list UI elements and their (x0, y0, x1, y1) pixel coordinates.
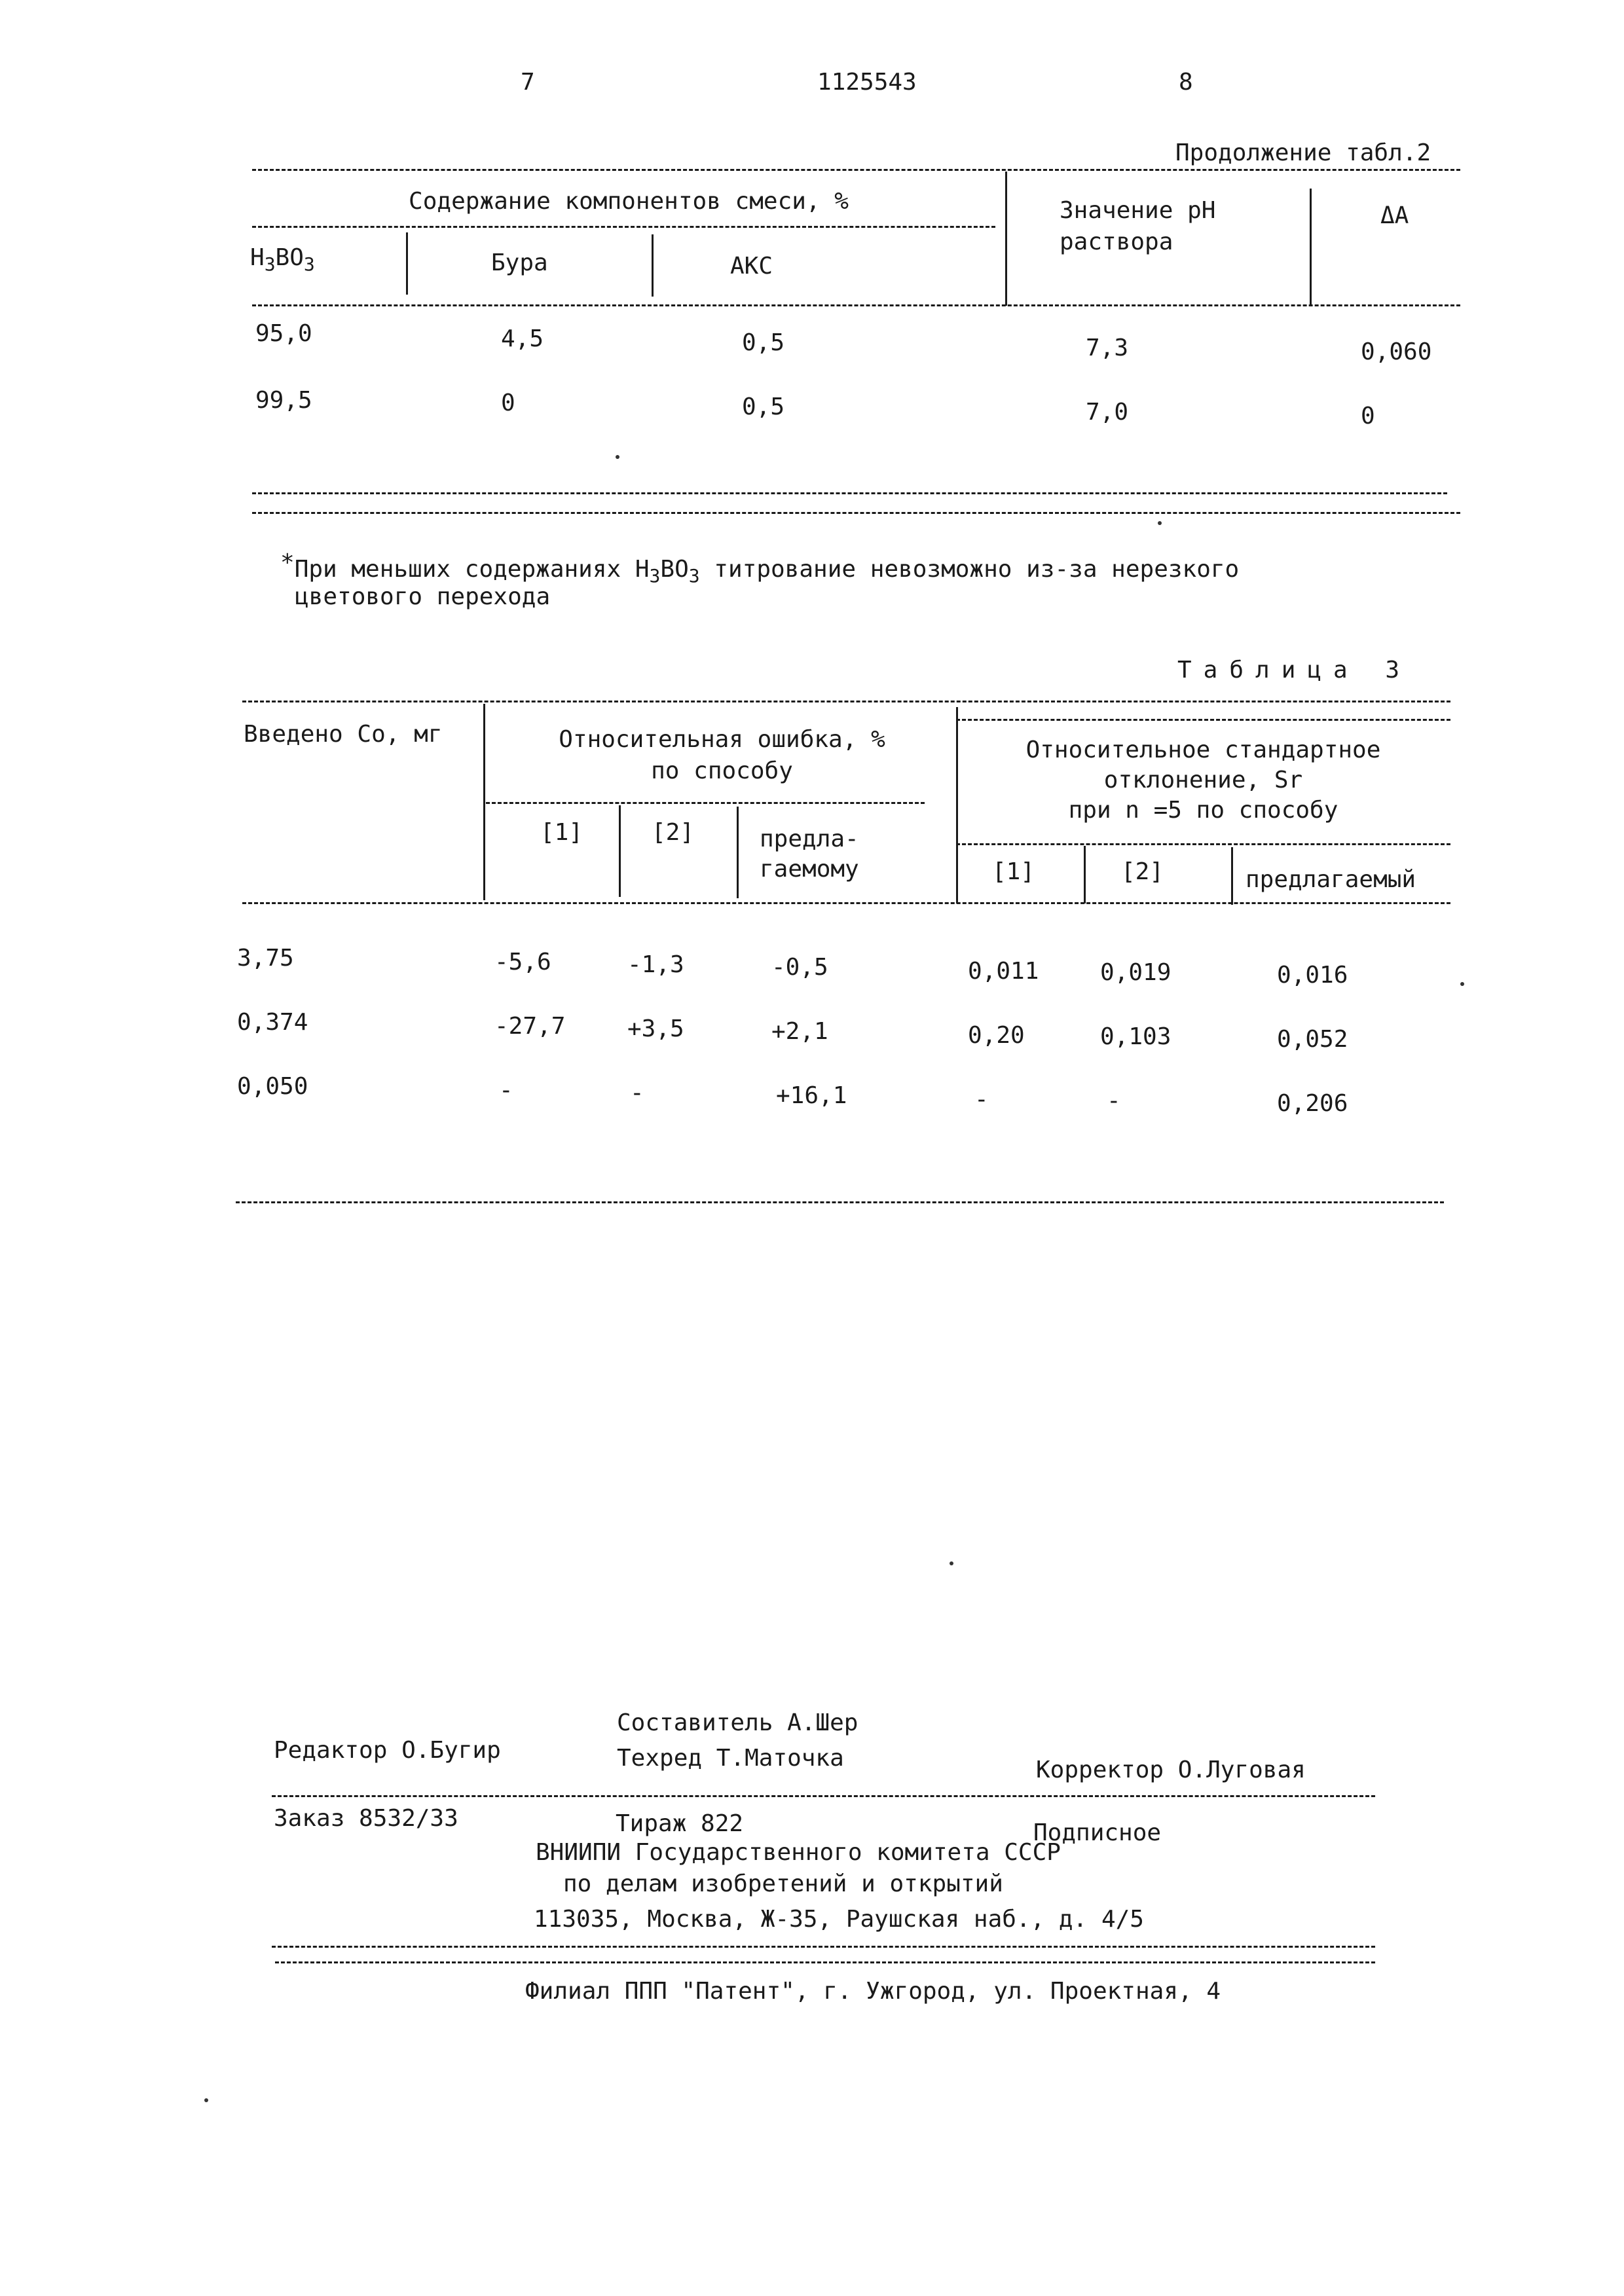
scan-speck (204, 2098, 208, 2102)
imprint-editor: Редактор О.Бугир (274, 1736, 501, 1765)
table3-group-error-line1: Относительная ошибка, % (488, 725, 956, 754)
table3-cell-s1: 0,011 (968, 957, 1039, 986)
table3-divider-6 (1231, 847, 1233, 905)
table3-bottom-rule (236, 1201, 1444, 1203)
table3-cell-sp: 0,206 (1277, 1089, 1348, 1118)
imprint-org-line3: 113035, Москва, Ж-35, Раушская наб., д. 4/5 (534, 1905, 1144, 1934)
table3-group-sd-line1: Относительное стандартное (959, 736, 1447, 765)
table3-cell-ep: +2,1 (771, 1017, 828, 1046)
imprint-rule-2 (272, 1946, 1375, 1948)
scan-speck (616, 455, 619, 459)
table2-col-bura: Бура (491, 249, 548, 278)
table3-divider-4 (737, 807, 739, 898)
table3-cell-e1: -27,7 (494, 1012, 565, 1041)
table2-cell-aks: 0,5 (742, 329, 784, 357)
table2-cell-delta: 0 (1361, 402, 1375, 431)
table3-err-sub-2: [2] (652, 818, 694, 847)
table3-group-error-line2: по способу (488, 757, 956, 786)
table2-cell-bura: 4,5 (501, 325, 544, 354)
table2-cell-ph: 7,0 (1086, 398, 1128, 427)
table3-err-sub-1: [1] (540, 818, 583, 847)
table3-err-sub-prop-line2: гаемому (760, 855, 859, 884)
table2-divider-aks (652, 234, 654, 297)
patent-number: 1125543 (817, 68, 917, 97)
table3-cell-s1: 0,20 (968, 1021, 1025, 1050)
table3-cell-e2: - (630, 1079, 644, 1108)
table2-bottom-rule-1 (252, 492, 1447, 494)
h3bo3-sub2: 3 (304, 253, 315, 275)
footnote-text-a: При меньших содержаниях H (295, 556, 650, 583)
page-number-right: 8 (1179, 68, 1193, 97)
table2-cell-bura: 0 (501, 389, 515, 418)
table2-cell-delta: 0,060 (1361, 338, 1431, 367)
footnote-text-b: титрование невозможно из-за нерезкого (700, 556, 1240, 583)
table3-header-bottom-rule (242, 902, 1450, 904)
table3-title: Таблица 3 (1177, 656, 1411, 685)
table2-col-h3bo3 (250, 244, 315, 272)
table3-cell-e2: +3,5 (627, 1015, 684, 1044)
table3-cell-ep: +16,1 (776, 1082, 847, 1110)
h3bo3-sub1: 3 (265, 253, 276, 275)
table3-err-sub-prop-line1: предла- (760, 825, 859, 854)
table2-header-bottom-rule (252, 304, 1460, 306)
table3-top-rule (242, 701, 1450, 702)
footnote-line1 (280, 555, 1239, 584)
scan-speck (1158, 521, 1162, 525)
table3-cell-ep: -0,5 (771, 953, 828, 982)
table3-top-rule-2 (956, 719, 1450, 721)
table3-cell-e2: -1,3 (627, 951, 684, 979)
table3-divider-1 (483, 704, 485, 900)
imprint-org-line2: по делам изобретений и открытий (563, 1870, 1003, 1899)
table3-cell-e1: - (499, 1076, 513, 1105)
table3-cell-co: 0,374 (237, 1008, 308, 1037)
table3-sd-subheader-rule (956, 843, 1450, 845)
table3-cell-e1: -5,6 (494, 948, 551, 977)
table3-cell-co: 3,75 (237, 944, 294, 973)
footnote-text-bo: BO (660, 556, 688, 583)
table2-top-rule (252, 169, 1460, 171)
scan-speck (1460, 982, 1464, 986)
table3-cell-s1: - (974, 1085, 989, 1114)
footnote-sub1: 3 (650, 565, 661, 587)
table3-cell-s2: 0,103 (1100, 1023, 1171, 1051)
page-number-left: 7 (521, 68, 535, 97)
imprint-org-line1: ВНИИПИ Государственного комитета СССР (536, 1838, 1061, 1867)
table3-cell-s2: - (1107, 1087, 1121, 1116)
table2-bottom-rule-2 (252, 512, 1460, 514)
table3-cell-sp: 0,016 (1277, 961, 1348, 990)
imprint-order: Заказ 8532/33 (274, 1804, 458, 1833)
table2-col-ph-line2: раствора (1060, 228, 1173, 257)
table3-cell-co: 0,050 (237, 1072, 308, 1101)
table2-divider-ph (1005, 172, 1007, 306)
table3-group-sd-line3: при n =5 по способу (959, 796, 1447, 825)
table3-cell-sp: 0,052 (1277, 1025, 1348, 1054)
table2-continuation-label: Продолжение табл.2 (1175, 139, 1431, 168)
footnote-sub2: 3 (689, 565, 700, 587)
table2-group-header: Содержание компонентов смеси, % (255, 187, 1002, 216)
table3-divider-5 (1084, 846, 1086, 903)
table2-cell-aks: 0,5 (742, 393, 784, 422)
imprint-circulation: Тираж 822 (616, 1810, 743, 1838)
h3bo3-h: H (250, 244, 265, 271)
imprint-subscription: Подписное (1033, 1819, 1161, 1848)
footnote-line2: цветового перехода (295, 583, 550, 611)
table2-cell-h3bo3: 99,5 (255, 386, 312, 415)
table3-divider-2 (956, 707, 958, 903)
table2-divider-delta (1310, 189, 1312, 305)
table3-error-subheader-rule (486, 802, 925, 804)
table3-cell-s2: 0,019 (1100, 958, 1171, 987)
imprint-techred: Техред Т.Маточка (617, 1744, 844, 1773)
h3bo3-bo: BO (276, 244, 304, 271)
table3-col-introduced: Введено Co, мг (244, 720, 442, 749)
imprint-compiler: Составитель А.Шер (617, 1709, 858, 1738)
imprint-corrector: Корректор О.Луговая (1036, 1756, 1306, 1785)
imprint-branch: Филиал ППП "Патент", г. Ужгород, ул. Проектная, 4 (525, 1977, 1221, 2006)
table3-group-sd-line2: отклонение, Sr (959, 766, 1447, 795)
table2-col-ph-line1: Значение pH (1060, 196, 1215, 225)
footnote-star: * (280, 549, 295, 576)
scan-speck (950, 1561, 953, 1565)
table3-sd-sub-prop: предлагаемый (1246, 866, 1416, 894)
table2-subheader-rule (252, 226, 995, 228)
table2-divider-bura (406, 232, 408, 295)
table2-col-delta: ΔA (1380, 202, 1409, 230)
table3-divider-3 (619, 805, 621, 897)
table3-sd-sub-2: [2] (1121, 858, 1164, 886)
table2-cell-ph: 7,3 (1086, 334, 1128, 363)
table3-sd-sub-1: [1] (992, 858, 1035, 886)
table2-col-aks: АКС (730, 252, 773, 281)
table2-cell-h3bo3: 95,0 (255, 319, 312, 348)
imprint-rule-3 (275, 1961, 1375, 1963)
imprint-rule-1 (272, 1795, 1375, 1797)
